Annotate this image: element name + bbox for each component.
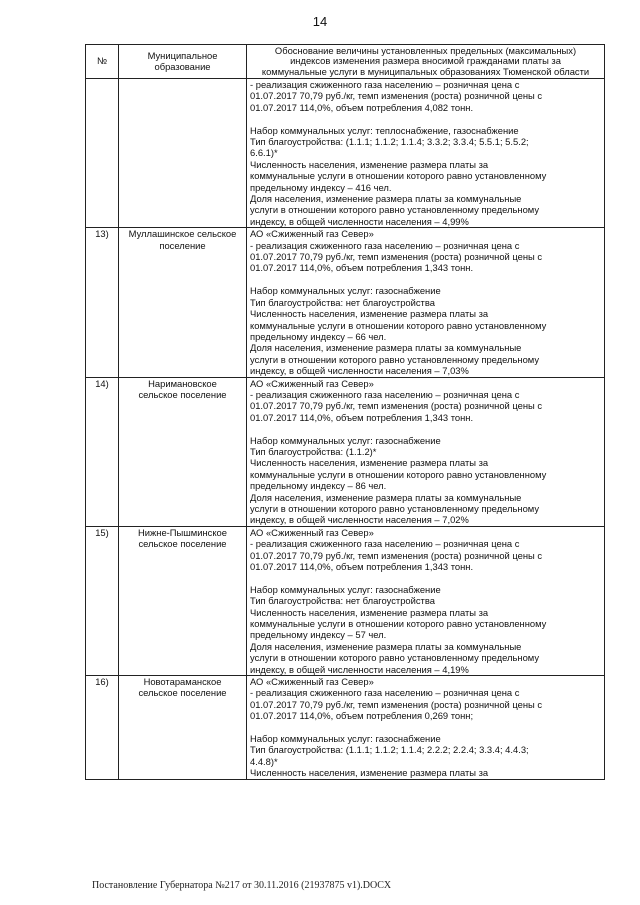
municipality-cell (119, 79, 247, 228)
table-row (86, 676, 605, 780)
row-number: 16) (86, 676, 119, 780)
header-municipality-line: образование (154, 60, 211, 72)
justification-line: 01.07.2017 70,79 руб./кг, темп изменения (роста) розничной цены с (250, 698, 543, 710)
justification-line: 01.07.2017 114,0%, объем потребления 0,269 тонн; (250, 710, 474, 722)
justification-line: Набор коммунальных услуг: теплоснабжение, газоснабжение (250, 124, 519, 136)
row-number: 13) (86, 228, 119, 377)
justification-line: 01.07.2017 114,0%, объем потребления 4,082 тонн. (250, 101, 474, 113)
municipality-cell (119, 228, 247, 377)
justification-line: Численность населения, изменение размера платы за (250, 767, 489, 779)
justification-line: Тип благоустройства: (1.1.2)* (250, 445, 377, 457)
justification-line: Тип благоустройства: (1.1.1; 1.1.2; 1.1.4; 2.2.2; 2.2.4; 3.3.4; 4.4.3; (250, 744, 529, 756)
justification-line: Численность населения, изменение размера платы за (250, 308, 489, 320)
page-number: 14 (312, 14, 328, 29)
justification-line: Численность населения, изменение размера платы за (250, 457, 489, 469)
justification-line: коммунальные услуги в отношении которого равно установленному (250, 170, 547, 182)
justification-cell (247, 79, 605, 228)
document-footer: Постановление Губернатора №217 от 30.11.2016 (21937875 v1).DOCX (92, 880, 392, 891)
justification-line: Набор коммунальных услуг: газоснабжение (250, 434, 441, 446)
justification-line: Тип благоустройства: (1.1.1; 1.1.2; 1.1.4; 3.3.2; 3.3.4; 5.5.1; 5.5.2; (250, 136, 529, 148)
header-number: № (86, 45, 119, 79)
justification-line: 6.6.1)* (250, 147, 278, 159)
justification-line: индексу, в общей численности населения – 7,02% (250, 514, 469, 526)
municipality-name-line: сельское поселение (138, 687, 227, 699)
justification-line: предельному индексу – 57 чел. (250, 629, 387, 641)
justification-line: Доля населения, изменение размера платы за коммунальные (250, 342, 522, 354)
header-municipality-line: Муниципальное (147, 49, 218, 61)
justification-line: услуги в отношении которого равно установленному предельному (250, 502, 540, 514)
justification-line: коммунальные услуги в отношении которого равно установленному (250, 618, 547, 630)
header-justification-line: индексов изменения размера вносимой гражданами платы за (290, 55, 561, 67)
justification-line: АО «Сжиженный газ Север» (250, 377, 374, 389)
justification-line: 01.07.2017 70,79 руб./кг, темп изменения (роста) розничной цены с (250, 400, 543, 412)
justification-line: коммунальные услуги в отношении которого равно установленному (250, 319, 547, 331)
justification-line: Набор коммунальных услуг: газоснабжение (250, 583, 441, 595)
paragraph-gap (250, 274, 601, 285)
header-justification-line: Обоснование величины установленных предельных (максимальных) (274, 44, 577, 56)
justification-cell (247, 377, 605, 526)
paragraph-gap (250, 423, 601, 434)
table-body (86, 79, 605, 780)
municipality-name-line: Муллашинское сельское (128, 228, 237, 240)
table-row (86, 79, 605, 228)
justification-line: услуги в отношении которого равно установленному предельному (250, 353, 540, 365)
justification-line: Набор коммунальных услуг: газоснабжение (250, 733, 441, 745)
justification-line: Тип благоустройства: нет благоустройства (250, 595, 435, 607)
justification-line: индексу, в общей численности населения – 7,03% (250, 365, 469, 377)
header-justification (247, 45, 605, 79)
justification-line: Численность населения, изменение размера платы за (250, 606, 489, 618)
justification-line: услуги в отношении которого равно установленному предельному (250, 204, 540, 216)
justification-line: 01.07.2017 70,79 руб./кг, темп изменения (роста) розничной цены с (250, 549, 543, 561)
justification-line: Набор коммунальных услуг: газоснабжение (250, 285, 441, 297)
justification-line: 01.07.2017 114,0%, объем потребления 1,343 тонн. (250, 561, 474, 573)
justification-line: - реализация сжиженного газа населению – розничная цена с (250, 239, 520, 251)
justification-line: Тип благоустройства: нет благоустройства (250, 296, 435, 308)
justification-line: Доля населения, изменение размера платы за коммунальные (250, 640, 522, 652)
justification-line: - реализация сжиженного газа населению – розничная цена с (250, 79, 520, 90)
municipality-name-line: сельское поселение (138, 538, 227, 550)
paragraph-gap (250, 572, 601, 583)
justification-cell (247, 526, 605, 675)
justification-line: 01.07.2017 70,79 руб./кг, темп изменения (роста) розничной цены с (250, 251, 543, 263)
paragraph-gap (250, 722, 601, 733)
paragraph-gap (250, 113, 601, 124)
municipality-name-line: Наримановское (148, 377, 217, 389)
justification-line: услуги в отношении которого равно установленному предельному (250, 652, 540, 664)
justification-line: АО «Сжиженный газ Север» (250, 526, 374, 538)
justification-line: 4.4.8)* (250, 755, 278, 767)
municipality-name-line: Нижне-Пышминское (138, 526, 227, 538)
justification-line: АО «Сжиженный газ Север» (250, 228, 374, 240)
justification-line: предельному индексу – 416 чел. (250, 181, 392, 193)
justification-line: - реализация сжиженного газа населению – розничная цена с (250, 388, 520, 400)
justification-line: 01.07.2017 70,79 руб./кг, темп изменения (роста) розничной цены с (250, 90, 543, 102)
justification-line: Доля населения, изменение размера платы за коммунальные (250, 491, 522, 503)
row-number: 15) (86, 526, 119, 675)
row-number (86, 79, 119, 228)
justification-line: предельному индексу – 86 чел. (250, 480, 387, 492)
justification-cell (247, 228, 605, 377)
municipality-name-line: сельское поселение (138, 388, 227, 400)
municipality-cell (119, 676, 247, 780)
justification-line: Доля населения, изменение размера платы за коммунальные (250, 193, 522, 205)
justification-line: Численность населения, изменение размера платы за (250, 158, 489, 170)
municipality-cell (119, 526, 247, 675)
justification-line: коммунальные услуги в отношении которого равно установленному (250, 468, 547, 480)
justification-line: - реализация сжиженного газа населению – розничная цена с (250, 687, 520, 699)
table-row (86, 228, 605, 377)
justification-line: предельному индексу – 66 чел. (250, 330, 387, 342)
row-number: 14) (86, 377, 119, 526)
justification-line: - реализация сжиженного газа населению – розничная цена с (250, 538, 520, 550)
table-header-row (86, 45, 605, 79)
justification-line: 01.07.2017 114,0%, объем потребления 1,343 тонн. (250, 411, 474, 423)
justification-line: 01.07.2017 114,0%, объем потребления 1,343 тонн. (250, 262, 474, 274)
table-row (86, 526, 605, 675)
indices-table (85, 44, 605, 780)
municipality-name-line: поселение (159, 239, 206, 251)
justification-line: АО «Сжиженный газ Север» (250, 676, 374, 688)
justification-cell (247, 676, 605, 780)
municipality-name-line: Новотараманское (143, 676, 222, 688)
table-row (86, 377, 605, 526)
justification-line: индексу, в общей численности населения – 4,99% (250, 215, 469, 227)
header-municipality (119, 45, 247, 79)
header-justification-line: коммунальные услуги в муниципальных образованиях Тюменской области (261, 65, 590, 77)
municipality-cell (119, 377, 247, 526)
justification-line: индексу, в общей численности населения – 4,19% (250, 663, 469, 675)
